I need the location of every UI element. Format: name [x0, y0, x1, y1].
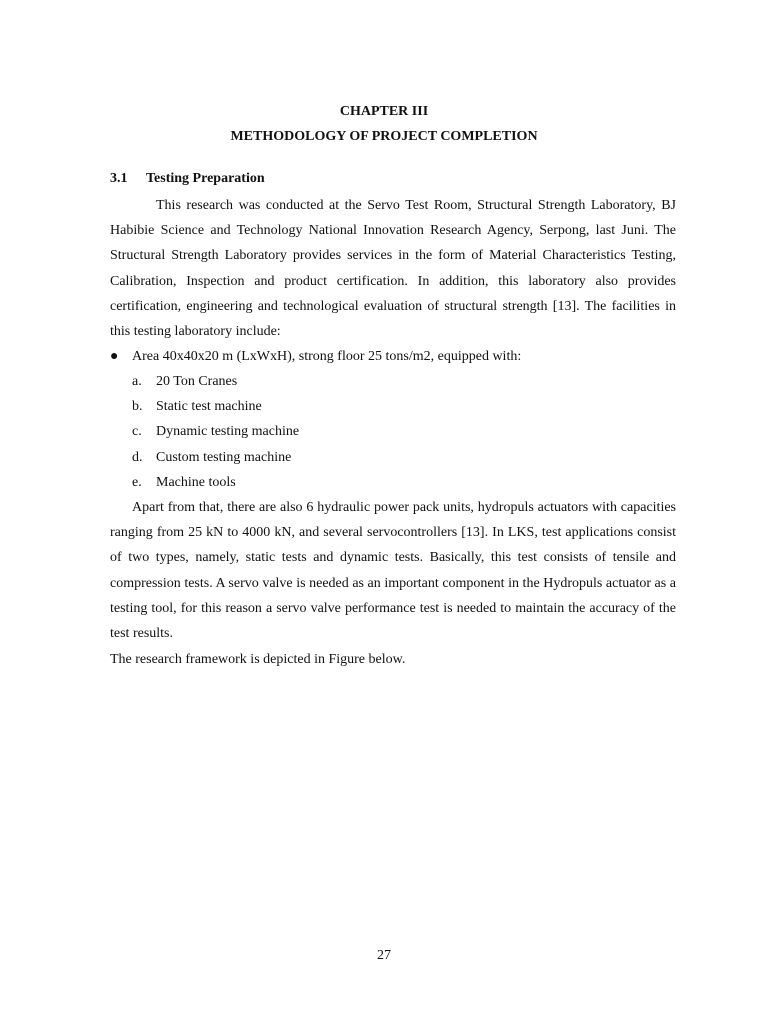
list-item-text: 20 Ton Cranes [156, 374, 238, 389]
equipment-list [132, 369, 299, 495]
framework-paragraph: The research framework is depicted in Figure below. [110, 652, 406, 667]
list-item [132, 419, 299, 444]
list-item-letter: e. [132, 474, 142, 490]
hydraulics-paragraph-block [110, 495, 676, 646]
bullet-text: Area 40x40x20 m (LxWxH), strong floor 25 tons/m2, equipped with: [132, 349, 522, 364]
list-item-text: Machine tools [156, 474, 236, 490]
page-number: 27 [377, 948, 391, 963]
list-item-text: Static test machine [156, 399, 262, 415]
facility-bullet [110, 344, 676, 369]
intro-paragraph-block [110, 193, 676, 344]
list-item-letter: d. [132, 449, 143, 465]
hydraulics-paragraph: Apart from that, there are also 6 hydraulic power pack units, hydropuls actuators with capacities ranging from 25 kN to 4000 kN, and several servocontrollers [13]. In LKS, test applications consist of two types, namely, static tests and dynamic tests. Basically, this test consists of tensile and compression tests. A servo valve is needed as an important component in the Hydropuls actuator as a testing tool, for this reason a servo valve performance test is needed to maintain the accuracy of the test results. [110, 500, 676, 642]
list-item-letter: a. [132, 374, 142, 389]
intro-paragraph: This research was conducted at the Servo Test Room, Structural Strength Laboratory, BJ Habibie Science and Technology National Innovation Research Agency, Serpong, last Juni. The Structural Strength Laboratory provides services in the form of Material Characteristics Testing, Calibration, Inspection and product certification. In addition, this laboratory also provides certification, engineering and technological evaluation of structural strength [13]. The facilities in this testing laboratory include: [110, 198, 676, 340]
list-item-text: Dynamic testing machine [156, 424, 300, 440]
section-heading [110, 171, 265, 187]
list-item [132, 369, 299, 394]
chapter-title: METHODOLOGY OF PROJECT COMPLETION [230, 129, 538, 144]
list-item [132, 394, 299, 419]
section-title: Testing Preparation [146, 171, 265, 186]
list-item-letter: c. [132, 424, 142, 440]
bullet-icon: ● [110, 349, 119, 364]
section-number: 3.1 [110, 171, 128, 186]
list-item-letter: b. [132, 399, 143, 415]
list-item [132, 445, 299, 470]
chapter-number: CHAPTER III [339, 104, 429, 119]
list-item-text: Custom testing machine [156, 449, 292, 465]
list-item [132, 470, 299, 495]
